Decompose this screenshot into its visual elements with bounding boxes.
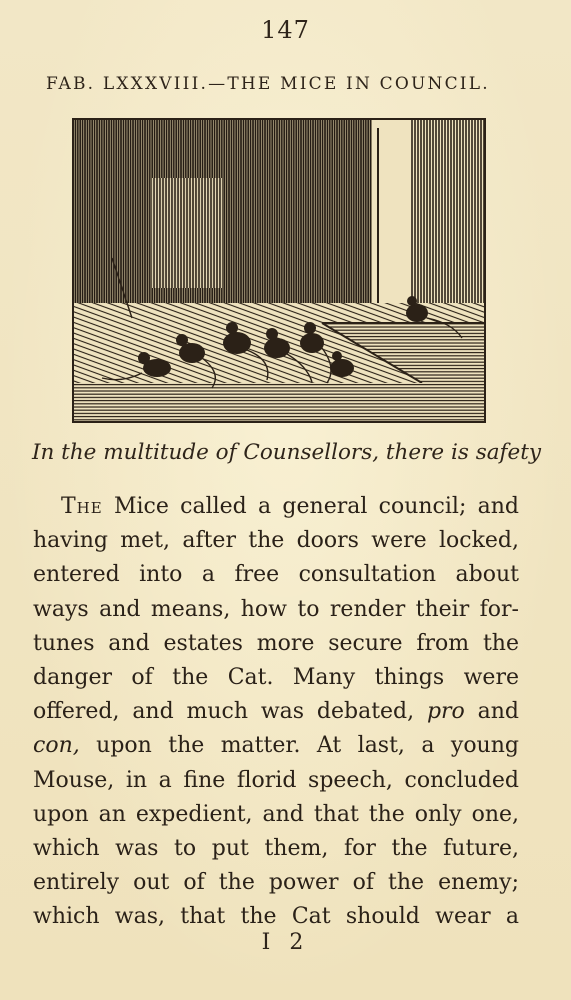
text-line: danger of the Cat. Many things were bbox=[33, 664, 519, 690]
text-line: which was, that the Cat should wear a bbox=[33, 904, 519, 930]
italic-pro: pro bbox=[426, 699, 465, 725]
woodcut-illustration bbox=[72, 118, 486, 423]
text-line: Mouse, in a fine florid speech, concluded bbox=[33, 767, 519, 793]
text-line: having met, after the doors were locked, bbox=[33, 528, 519, 554]
text-line: upon an expedient, and that the only one, bbox=[33, 801, 519, 827]
text-line: offered, and much was debated, pro and bbox=[33, 699, 519, 725]
italic-con: con, bbox=[33, 733, 80, 759]
signature-mark: I 2 bbox=[261, 930, 310, 955]
text-line: entered into a free consultation about bbox=[33, 562, 519, 588]
text-line: The Mice called a general council; and bbox=[61, 494, 519, 519]
running-head: FAB. LXXXVIII.—THE MICE IN COUNCIL. bbox=[46, 74, 490, 94]
text-line: tunes and estates more secure from the bbox=[33, 630, 519, 656]
first-word: The bbox=[61, 494, 103, 519]
text-line: ways and means, how to render their for- bbox=[33, 596, 519, 622]
fable-text bbox=[33, 490, 519, 934]
page-number: 147 bbox=[261, 16, 310, 44]
text-line: con, upon the matter. At last, a young bbox=[33, 733, 519, 759]
text-line: entirely out of the power of the enemy; bbox=[33, 870, 519, 896]
text-line: which was to put them, for the future, bbox=[33, 835, 519, 861]
motto-caption: In the multitude of Counsellors, there is safety bbox=[32, 440, 542, 465]
